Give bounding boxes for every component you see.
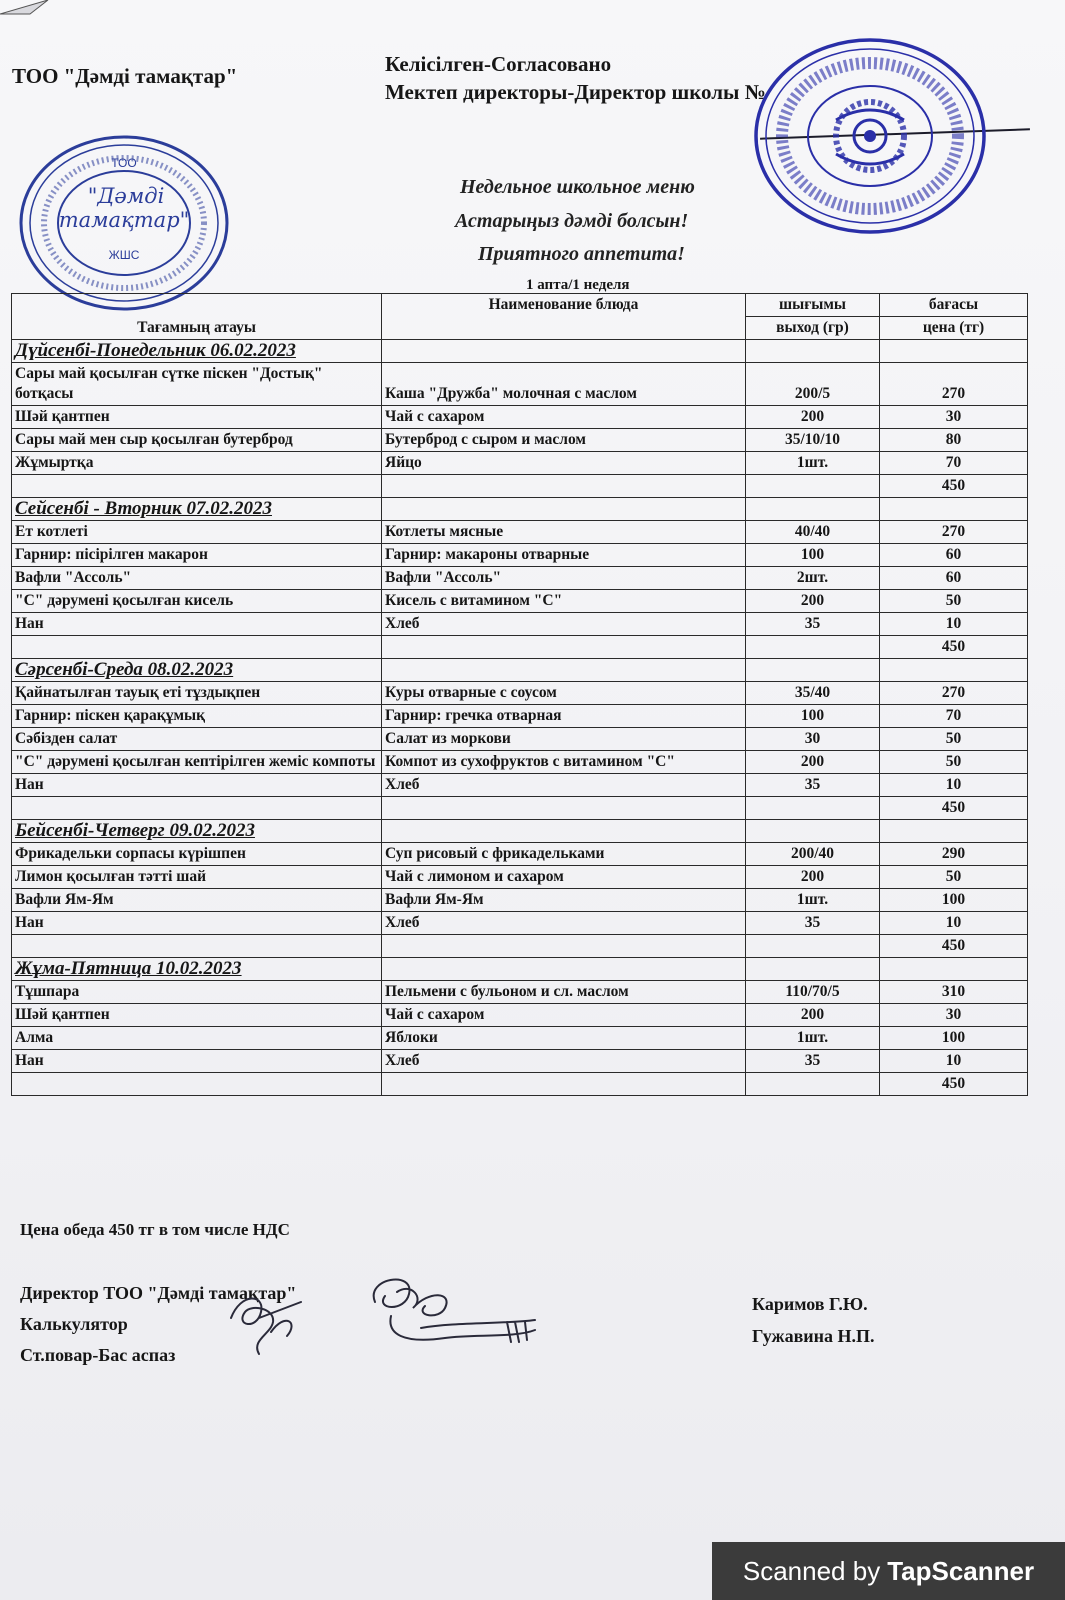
menu-greeting-ru: Приятного аппетита!	[478, 243, 685, 265]
empty-cell	[746, 475, 880, 498]
dish-name-ru: Хлеб	[382, 613, 746, 636]
dish-price: 50	[880, 866, 1028, 889]
dish-price: 10	[880, 613, 1028, 636]
dish-name-ru: Яблоки	[382, 1027, 746, 1050]
dish-price: 270	[880, 363, 1028, 406]
empty-cell	[382, 475, 746, 498]
dish-output: 35	[746, 912, 880, 935]
dish-price: 50	[880, 590, 1028, 613]
dish-price: 310	[880, 981, 1028, 1004]
dish-price: 10	[880, 1050, 1028, 1073]
table-row	[12, 590, 1028, 613]
table-row	[12, 981, 1028, 1004]
empty-cell	[382, 340, 746, 363]
day-total-row	[12, 797, 1028, 820]
empty-cell	[382, 1073, 746, 1096]
day-total-row	[12, 935, 1028, 958]
table-row	[12, 843, 1028, 866]
dish-price: 270	[880, 682, 1028, 705]
dish-name-kz: Нан	[12, 912, 382, 935]
menu-table	[11, 293, 1028, 1096]
header-ru-name: Наименование блюда	[382, 294, 746, 340]
calculator-role: Калькулятор	[20, 1314, 128, 1334]
table-row	[12, 705, 1028, 728]
dish-name-ru: Хлеб	[382, 774, 746, 797]
dish-output: 35	[746, 774, 880, 797]
scanner-prefix: Scanned by	[742, 1555, 881, 1586]
table-row	[12, 1027, 1028, 1050]
dish-name-kz: Сәбізден салат	[12, 728, 382, 751]
dish-name-ru: Чай с сахаром	[382, 1004, 746, 1027]
dish-price: 10	[880, 774, 1028, 797]
dish-name-kz: Вафли "Ассоль"	[12, 567, 382, 590]
table-row	[12, 889, 1028, 912]
empty-cell	[746, 498, 880, 521]
empty-cell	[382, 820, 746, 843]
dish-name-ru: Бутерброд с сыром и маслом	[382, 429, 746, 452]
dish-name-ru: Гарнир: макароны отварные	[382, 544, 746, 567]
scanner-brand: TapScanner	[887, 1555, 1035, 1586]
empty-cell	[746, 659, 880, 682]
director-name: Каримов Г.Ю.	[752, 1294, 868, 1314]
week-label: 1 апта/1 неделя	[526, 277, 630, 293]
dish-price: 50	[880, 728, 1028, 751]
stamp-bottom-text: ЖШС	[108, 248, 140, 262]
table-row	[12, 406, 1028, 429]
dish-output: 200	[746, 751, 880, 774]
dish-name-ru: Чай с лимоном и сахаром	[382, 866, 746, 889]
scanner-watermark	[712, 1542, 1065, 1600]
dish-name-ru: Салат из моркови	[382, 728, 746, 751]
dish-price: 100	[880, 1027, 1028, 1050]
dish-name-ru: Суп рисовый с фрикадельками	[382, 843, 746, 866]
table-row	[12, 521, 1028, 544]
dish-name-ru: Чай с сахаром	[382, 406, 746, 429]
day-total-row	[12, 475, 1028, 498]
day-header-row	[12, 498, 1028, 521]
dish-name-ru: Гарнир: гречка отварная	[382, 705, 746, 728]
empty-cell	[12, 636, 382, 659]
day-title: Сәрсенбі-Среда 08.02.2023	[12, 659, 382, 682]
folded-corner-mark	[0, 0, 60, 30]
dish-output: 200/40	[746, 843, 880, 866]
dish-name-kz: Сары май қосылған сүтке піскен "Достық" ботқасы	[12, 363, 382, 406]
dish-name-kz: Гарнир: пісірілген макарон	[12, 544, 382, 567]
table-row	[12, 363, 1028, 406]
dish-name-kz: Шәй қантпен	[12, 406, 382, 429]
empty-cell	[880, 659, 1028, 682]
director-role: Директор ТОО "Дәмді тамақтар"	[20, 1283, 297, 1303]
dish-name-kz: Жұмыртқа	[12, 452, 382, 475]
dish-name-ru: Вафли Ям-Ям	[382, 889, 746, 912]
dish-name-ru: Хлеб	[382, 1050, 746, 1073]
table-row	[12, 544, 1028, 567]
day-total-row	[12, 1073, 1028, 1096]
table-row	[12, 567, 1028, 590]
dish-name-ru: Вафли "Ассоль"	[382, 567, 746, 590]
empty-cell	[746, 958, 880, 981]
lunch-price-note: Цена обеда 450 тг в том числе НДС	[20, 1220, 290, 1239]
empty-cell	[12, 935, 382, 958]
dish-output: 100	[746, 544, 880, 567]
empty-cell	[12, 475, 382, 498]
day-title: Бейсенбі-Четверг 09.02.2023	[12, 820, 382, 843]
dish-name-ru: Яйцо	[382, 452, 746, 475]
dish-name-kz: Сары май мен сыр қосылған бутерброд	[12, 429, 382, 452]
dish-name-ru: Котлеты мясные	[382, 521, 746, 544]
dish-price: 80	[880, 429, 1028, 452]
empty-cell	[12, 1073, 382, 1096]
empty-cell	[880, 340, 1028, 363]
dish-name-kz: Алма	[12, 1027, 382, 1050]
dish-output: 2шт.	[746, 567, 880, 590]
menu-title: Недельное школьное меню	[460, 176, 695, 198]
day-header-row	[12, 340, 1028, 363]
dish-output: 35	[746, 613, 880, 636]
chef-role: Ст.повар-Бас аспаз	[20, 1345, 176, 1365]
empty-cell	[382, 797, 746, 820]
empty-cell	[382, 498, 746, 521]
company-stamp	[18, 133, 230, 313]
school-seal	[752, 36, 988, 236]
company-name: ТОО "Дәмді тамақтар"	[12, 64, 238, 88]
dish-output: 35/40	[746, 682, 880, 705]
dish-output: 200	[746, 590, 880, 613]
table-row	[12, 774, 1028, 797]
dish-output: 1шт.	[746, 452, 880, 475]
dish-name-kz: Гарнир: піскен қарақұмық	[12, 705, 382, 728]
header-row	[12, 294, 1028, 317]
dish-name-kz: Лимон қосылған тәтті шай	[12, 866, 382, 889]
dish-name-ru: Куры отварные с соусом	[382, 682, 746, 705]
dish-output: 100	[746, 705, 880, 728]
handwritten-signatures	[215, 1272, 555, 1382]
dish-name-ru: Хлеб	[382, 912, 746, 935]
empty-cell	[382, 958, 746, 981]
dish-output: 200	[746, 1004, 880, 1027]
dish-name-ru: Пельмени с бульоном и сл. маслом	[382, 981, 746, 1004]
stamp-top-text: ТОО	[111, 156, 137, 170]
empty-cell	[746, 797, 880, 820]
stamp-name-line-2: тамақтар"	[58, 208, 190, 232]
dish-output: 110/70/5	[746, 981, 880, 1004]
empty-cell	[880, 820, 1028, 843]
calculator-name: Гужавина Н.П.	[752, 1326, 875, 1346]
dish-price: 10	[880, 912, 1028, 935]
day-total-price: 450	[880, 935, 1028, 958]
dish-name-kz: "С" дәрумені қосылған кисель	[12, 590, 382, 613]
header-kz-name: Тағамның атауы	[12, 294, 382, 340]
dish-name-kz: Фрикадельки сорпасы күрішпен	[12, 843, 382, 866]
day-total-price: 450	[880, 475, 1028, 498]
day-total-price: 450	[880, 1073, 1028, 1096]
dish-price: 70	[880, 705, 1028, 728]
day-title: Сейсенбі - Вторник 07.02.2023	[12, 498, 382, 521]
empty-cell	[746, 636, 880, 659]
dish-name-kz: Тұшпара	[12, 981, 382, 1004]
day-total-price: 450	[880, 636, 1028, 659]
dish-name-kz: "С" дәрумені қосылған кептірілген жеміс компоты	[12, 751, 382, 774]
empty-cell	[746, 1073, 880, 1096]
table-row	[12, 1050, 1028, 1073]
dish-name-kz: Нан	[12, 1050, 382, 1073]
table-row	[12, 866, 1028, 889]
table-row	[12, 912, 1028, 935]
header-output-ru: выход (гр)	[746, 317, 880, 340]
dish-name-kz: Вафли Ям-Ям	[12, 889, 382, 912]
dish-output: 1шт.	[746, 1027, 880, 1050]
table-row	[12, 613, 1028, 636]
dish-price: 270	[880, 521, 1028, 544]
dish-name-ru: Компот из сухофруктов с витамином "С"	[382, 751, 746, 774]
day-title: Жұма-Пятница 10.02.2023	[12, 958, 382, 981]
header-output-kz: шығымы	[746, 294, 880, 317]
dish-output: 35/10/10	[746, 429, 880, 452]
table-row	[12, 429, 1028, 452]
stamp-name-line-1: "Дәмді	[87, 184, 165, 208]
table-row	[12, 1004, 1028, 1027]
dish-price: 30	[880, 406, 1028, 429]
dish-output: 200	[746, 406, 880, 429]
dish-name-ru: Каша "Дружба" молочная с маслом	[382, 363, 746, 406]
approval-line-1: Келісілген-Согласовано	[385, 52, 612, 76]
menu-greeting-kz: Астарыңыз дәмді болсын!	[455, 210, 689, 232]
dish-name-kz: Шәй қантпен	[12, 1004, 382, 1027]
empty-cell	[746, 935, 880, 958]
dish-price: 60	[880, 544, 1028, 567]
header-price-kz: бағасы	[880, 294, 1028, 317]
dish-price: 50	[880, 751, 1028, 774]
table-row	[12, 452, 1028, 475]
header-price-ru: цена (тг)	[880, 317, 1028, 340]
dish-name-kz: Нан	[12, 774, 382, 797]
dish-output: 200/5	[746, 363, 880, 406]
empty-cell	[880, 498, 1028, 521]
day-total-row	[12, 636, 1028, 659]
empty-cell	[382, 636, 746, 659]
day-header-row	[12, 958, 1028, 981]
empty-cell	[382, 659, 746, 682]
dish-output: 35	[746, 1050, 880, 1073]
dish-output: 30	[746, 728, 880, 751]
day-total-price: 450	[880, 797, 1028, 820]
empty-cell	[382, 935, 746, 958]
dish-output: 200	[746, 866, 880, 889]
day-header-row	[12, 659, 1028, 682]
day-title: Дүйсенбі-Понедельник 06.02.2023	[12, 340, 382, 363]
dish-name-kz: Ет котлеті	[12, 521, 382, 544]
dish-name-kz: Қайнатылған тауық еті тұздықпен	[12, 682, 382, 705]
day-header-row	[12, 820, 1028, 843]
dish-price: 30	[880, 1004, 1028, 1027]
dish-output: 40/40	[746, 521, 880, 544]
dish-name-kz: Нан	[12, 613, 382, 636]
dish-price: 60	[880, 567, 1028, 590]
dish-price: 70	[880, 452, 1028, 475]
table-row	[12, 751, 1028, 774]
empty-cell	[746, 820, 880, 843]
table-row	[12, 682, 1028, 705]
dish-name-ru: Кисель с витамином "С"	[382, 590, 746, 613]
empty-cell	[746, 340, 880, 363]
dish-price: 290	[880, 843, 1028, 866]
empty-cell	[880, 958, 1028, 981]
table-row	[12, 728, 1028, 751]
dish-price: 100	[880, 889, 1028, 912]
approval-line-2: Мектеп директоры-Директор школы №	[385, 80, 766, 104]
dish-output: 1шт.	[746, 889, 880, 912]
empty-cell	[12, 797, 382, 820]
